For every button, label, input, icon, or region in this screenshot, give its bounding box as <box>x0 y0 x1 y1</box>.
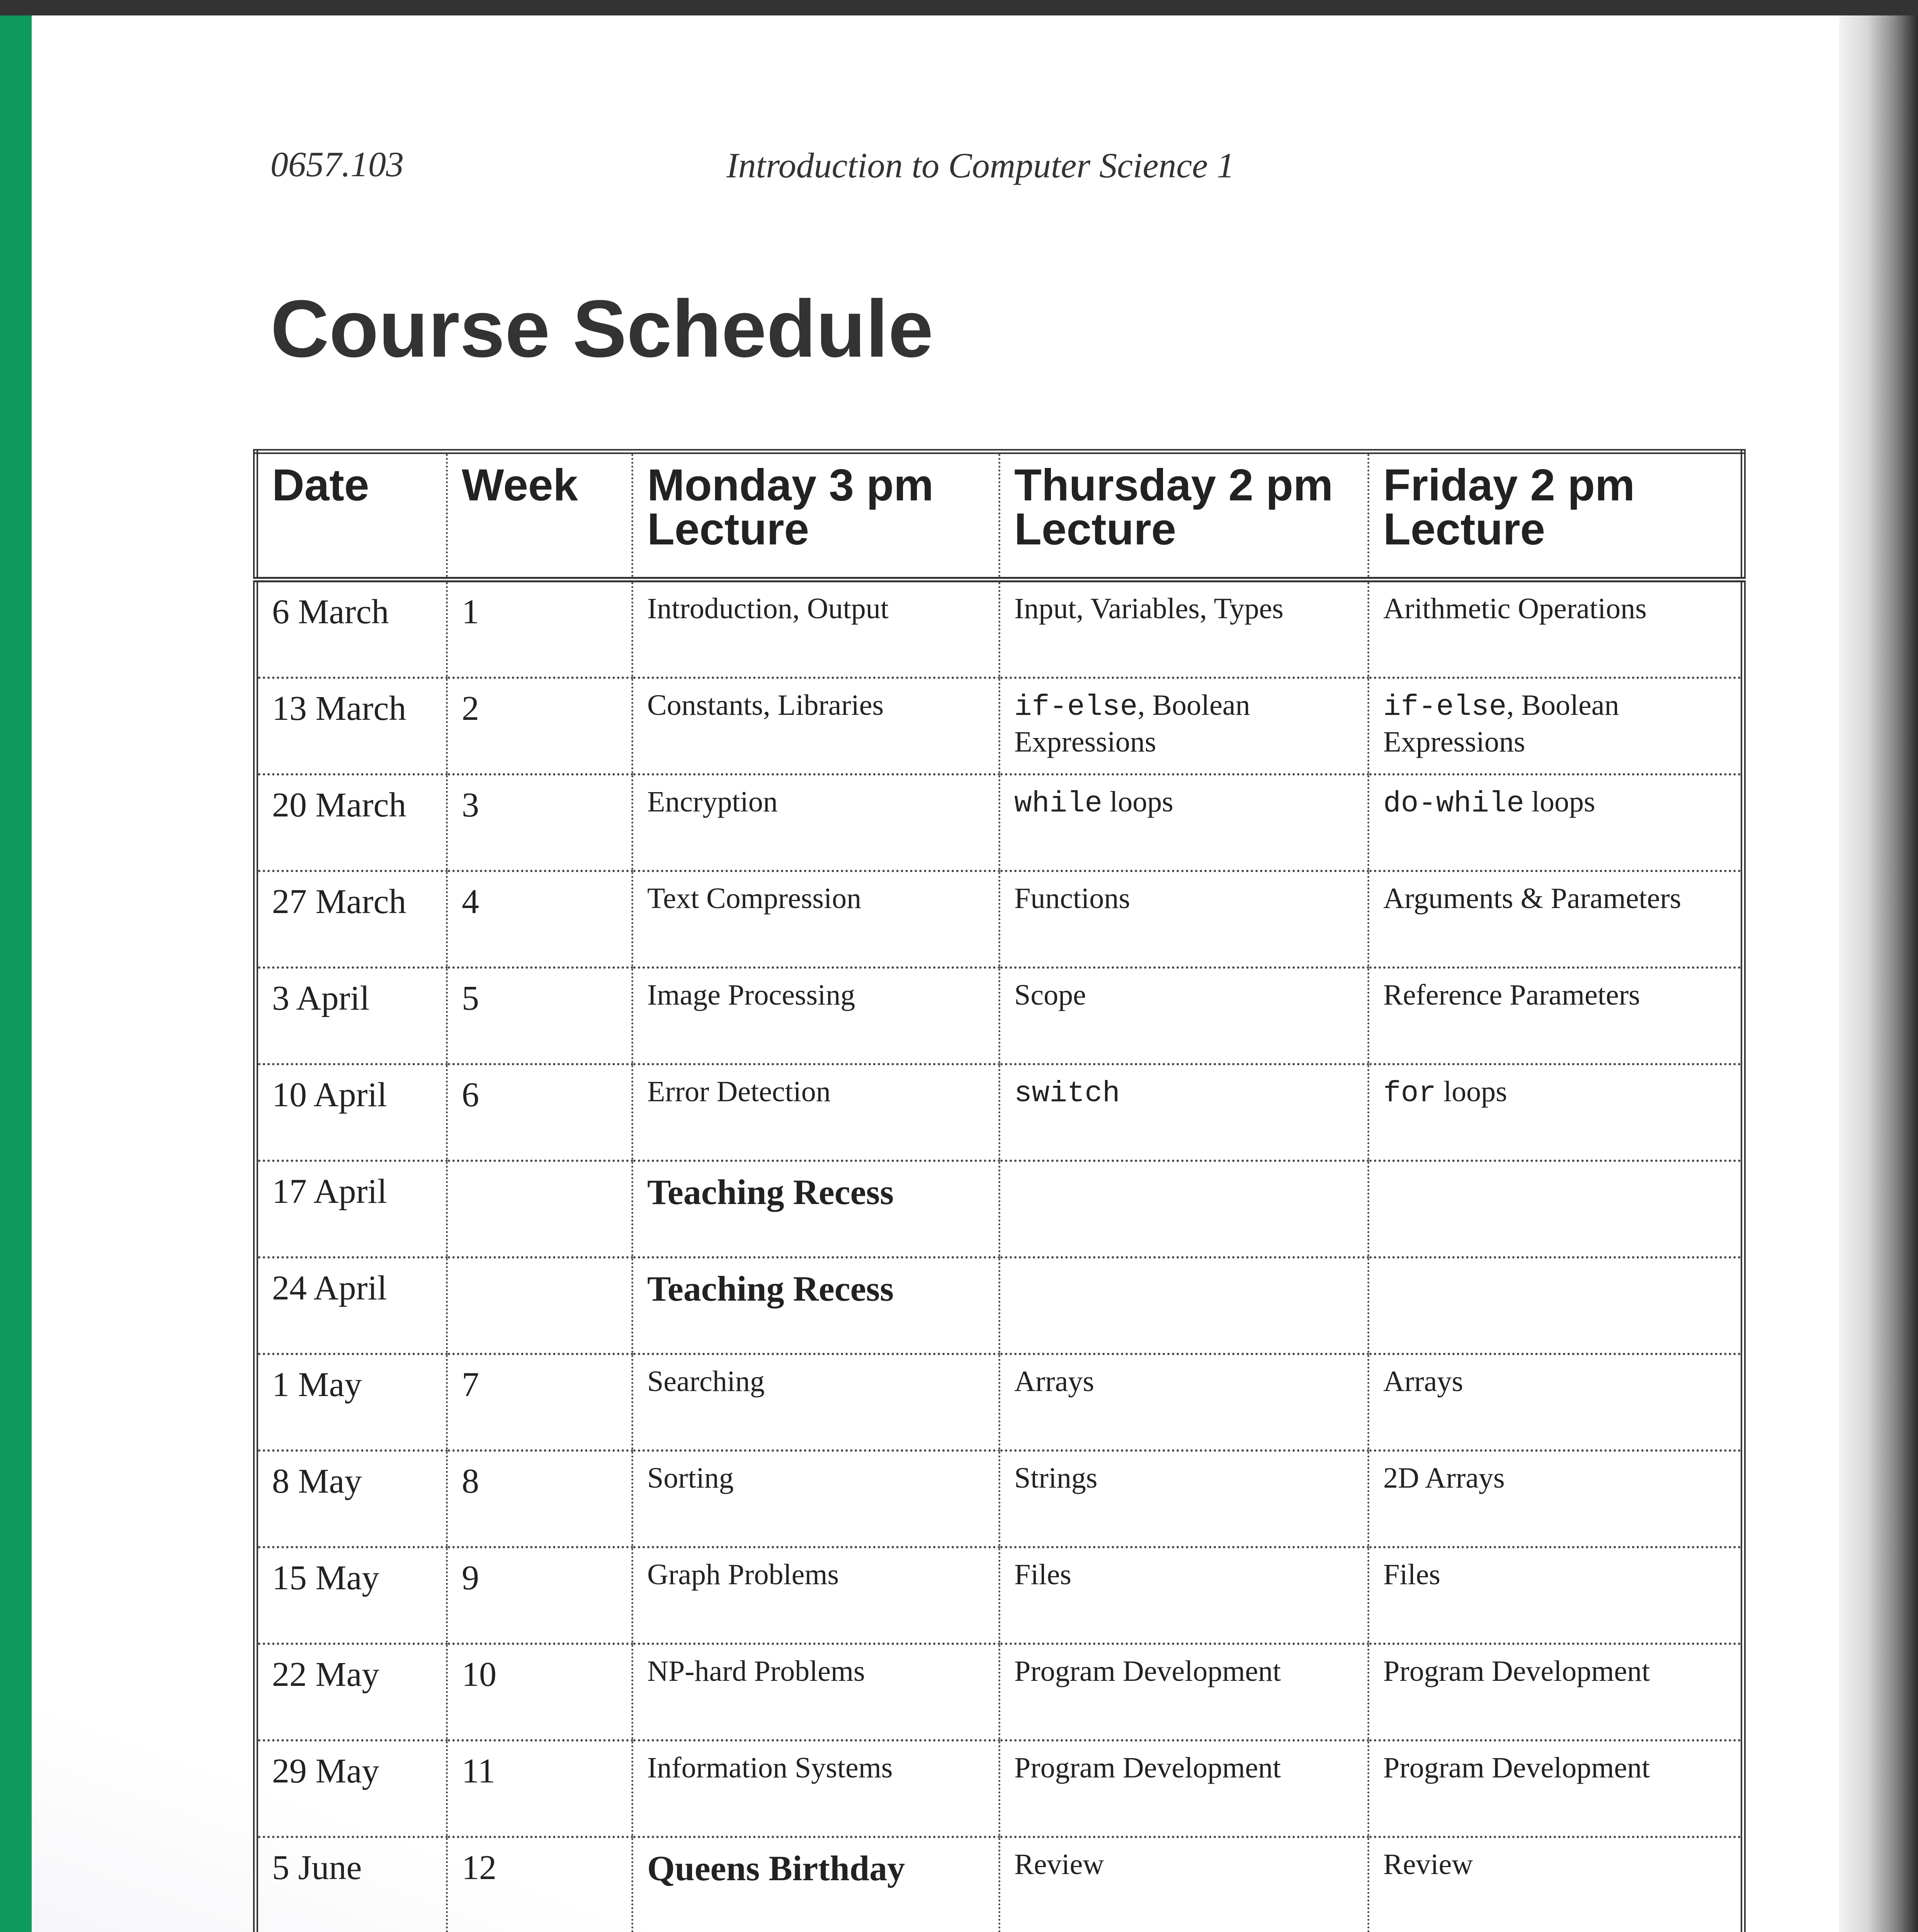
table-row <box>256 774 1743 871</box>
monday-cell: Graph Problems <box>633 1547 1000 1644</box>
week-cell: 8 <box>447 1451 633 1547</box>
date-cell: 22 May <box>256 1644 447 1740</box>
table-row <box>256 871 1743 968</box>
week-cell: 6 <box>447 1064 633 1161</box>
date-cell: 3 April <box>256 968 447 1064</box>
monday-cell: Teaching Recess <box>633 1161 1000 1257</box>
date-cell: 13 March <box>256 678 447 774</box>
date-cell: 29 May <box>256 1740 447 1837</box>
thursday-cell: Strings <box>1000 1451 1369 1547</box>
friday-cell: do-while loops <box>1369 774 1743 871</box>
column-header-week: Week <box>447 452 633 580</box>
monday-cell: Image Processing <box>633 968 1000 1064</box>
date-cell: 17 April <box>256 1161 447 1257</box>
monday-cell: Constants, Libraries <box>633 678 1000 774</box>
monday-cell: Queens Birthday <box>633 1837 1000 1932</box>
friday-cell: Review <box>1369 1837 1743 1932</box>
page-title: Course Schedule <box>270 283 933 374</box>
week-cell: 5 <box>447 968 633 1064</box>
friday-cell: Arrays <box>1369 1354 1743 1451</box>
monday-cell: Sorting <box>633 1451 1000 1547</box>
date-cell: 24 April <box>256 1257 447 1354</box>
week-cell: 9 <box>447 1547 633 1644</box>
week-cell: 1 <box>447 580 633 678</box>
date-cell: 8 May <box>256 1451 447 1547</box>
week-cell: 12 <box>447 1837 633 1932</box>
monday-cell: Introduction, Output <box>633 580 1000 678</box>
table-row <box>256 1547 1743 1644</box>
table-row <box>256 1644 1743 1740</box>
thursday-cell: Functions <box>1000 871 1369 968</box>
week-cell <box>447 1161 633 1257</box>
friday-cell: Program Development <box>1369 1644 1743 1740</box>
thursday-cell: Review <box>1000 1837 1369 1932</box>
thursday-cell: switch <box>1000 1064 1369 1161</box>
table-row <box>256 1257 1743 1354</box>
course-code: 0657.103 <box>270 145 404 184</box>
week-cell: 10 <box>447 1644 633 1740</box>
thursday-cell: Input, Variables, Types <box>1000 580 1369 678</box>
date-cell: 5 June <box>256 1837 447 1932</box>
friday-cell: 2D Arrays <box>1369 1451 1743 1547</box>
friday-cell: Arithmetic Operations <box>1369 580 1743 678</box>
course-schedule-table <box>253 449 1746 1932</box>
table-row <box>256 1354 1743 1451</box>
monday-cell: Error Detection <box>633 1064 1000 1161</box>
week-cell: 2 <box>447 678 633 774</box>
table-row <box>256 678 1743 774</box>
thursday-cell <box>1000 1161 1369 1257</box>
friday-cell: Reference Parameters <box>1369 968 1743 1064</box>
date-cell: 6 March <box>256 580 447 678</box>
thursday-cell: Files <box>1000 1547 1369 1644</box>
table-header-row <box>256 452 1743 580</box>
course-name: Introduction to Computer Science 1 <box>726 146 1234 185</box>
date-cell: 15 May <box>256 1547 447 1644</box>
table-row <box>256 1064 1743 1161</box>
table-row <box>256 580 1743 678</box>
week-cell <box>447 1257 633 1354</box>
column-header-monday: Monday 3 pm Lecture <box>633 452 1000 580</box>
friday-cell <box>1369 1257 1743 1354</box>
monday-cell: NP-hard Problems <box>633 1644 1000 1740</box>
week-cell: 4 <box>447 871 633 968</box>
date-cell: 10 April <box>256 1064 447 1161</box>
monday-cell: Searching <box>633 1354 1000 1451</box>
table-row <box>256 1837 1743 1932</box>
monday-cell: Teaching Recess <box>633 1257 1000 1354</box>
column-header-thursday: Thursday 2 pm Lecture <box>1000 452 1369 580</box>
monday-cell: Encryption <box>633 774 1000 871</box>
date-cell: 1 May <box>256 1354 447 1451</box>
thursday-cell: Program Development <box>1000 1740 1369 1837</box>
table-body <box>256 580 1743 1932</box>
friday-cell <box>1369 1161 1743 1257</box>
monday-cell: Text Compression <box>633 871 1000 968</box>
thursday-cell <box>1000 1257 1369 1354</box>
week-cell: 3 <box>447 774 633 871</box>
table-row <box>256 1451 1743 1547</box>
week-cell: 11 <box>447 1740 633 1837</box>
friday-cell: Files <box>1369 1547 1743 1644</box>
thursday-cell: Arrays <box>1000 1354 1369 1451</box>
date-cell: 20 March <box>256 774 447 871</box>
friday-cell: Program Development <box>1369 1740 1743 1837</box>
thursday-cell: Scope <box>1000 968 1369 1064</box>
scan-top-border <box>0 0 1918 15</box>
table-row <box>256 1161 1743 1257</box>
thursday-cell: Program Development <box>1000 1644 1369 1740</box>
week-cell: 7 <box>447 1354 633 1451</box>
thursday-cell: while loops <box>1000 774 1369 871</box>
table-row <box>256 968 1743 1064</box>
monday-cell: Information Systems <box>633 1740 1000 1837</box>
friday-cell: if-else, Boolean Expressions <box>1369 678 1743 774</box>
friday-cell: for loops <box>1369 1064 1743 1161</box>
thursday-cell: if-else, Boolean Expressions <box>1000 678 1369 774</box>
column-header-friday: Friday 2 pm Lecture <box>1369 452 1743 580</box>
column-header-date: Date <box>256 452 447 580</box>
table-row <box>256 1740 1743 1837</box>
page-binding-edge <box>1839 15 1918 1932</box>
date-cell: 27 March <box>256 871 447 968</box>
friday-cell: Arguments & Parameters <box>1369 871 1743 968</box>
